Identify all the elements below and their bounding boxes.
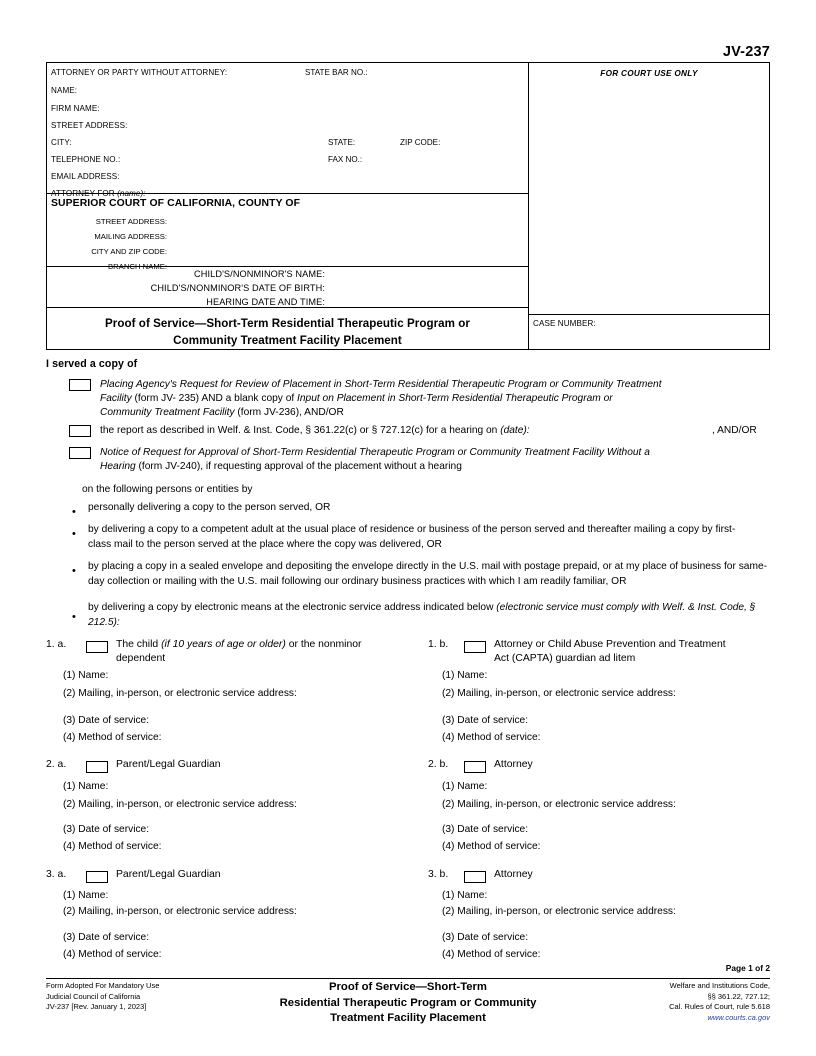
jv235-facility-italic: Facility <box>100 393 132 404</box>
for-court-use-only-label: FOR COURT USE ONLY <box>600 69 698 78</box>
checkbox-jv240-line-2 <box>100 460 768 474</box>
item-1a-date-of-service[interactable]: (3) Date of service: <box>63 715 150 726</box>
telephone-no-label: TELEPHONE NO.: <box>51 155 121 164</box>
item-1a-label <box>116 638 406 653</box>
footer-courts-url[interactable]: www.courts.ca.gov <box>707 1012 770 1022</box>
footer-adoption-info <box>46 981 159 1013</box>
item-1a-label-before: The child <box>116 639 162 650</box>
item-2a-method-of-service[interactable]: (4) Method of service: <box>63 841 162 852</box>
footer-revision-line: JV-237 [Rev. January 1, 2023] <box>46 1002 147 1011</box>
checkbox-1a-child[interactable] <box>86 641 108 653</box>
checkbox-1b-attorney-capta[interactable] <box>464 641 486 653</box>
jv236-input-italic: Input on Placement in Short-Term Residential Therapeutic Program or <box>297 393 613 404</box>
electronic-service-normal: by delivering a copy by electronic means at the electronic service address indicated below <box>88 602 497 613</box>
bullet-dot-icon: • <box>72 565 76 577</box>
jv235-form-text: (form JV- 235) AND a blank copy of <box>131 393 298 404</box>
child-dob-label: CHILD'S/NONMINOR'S DATE OF BIRTH: <box>150 283 325 293</box>
checkbox-jv240-line-1: Notice of Request for Approval of Short-Term Residential Therapeutic Program or Community Treatment Facility Without a <box>100 447 650 458</box>
city-label: CITY: <box>51 138 72 147</box>
item-2a-address[interactable]: (2) Mailing, in-person, or electronic service address: <box>63 799 297 810</box>
name-label: NAME: <box>51 86 78 95</box>
case-number-label: CASE NUMBER: <box>533 319 596 328</box>
child-info-block[interactable] <box>47 267 528 308</box>
caption-right-column <box>529 63 769 349</box>
state-bar-no-label: STATE BAR NO.: <box>305 68 368 77</box>
bullet-electronic-service <box>88 601 768 630</box>
bullet-personal-delivery: personally delivering a copy to the person served, OR <box>88 502 331 513</box>
footer-legal-citations <box>669 981 770 1023</box>
bullet-dot-icon: • <box>72 528 76 540</box>
item-3b-date-of-service[interactable]: (3) Date of service: <box>442 932 529 943</box>
checkbox-2b-attorney[interactable] <box>464 761 486 773</box>
item-3b-number: 3. b. <box>428 869 449 880</box>
attorney-or-party-label: ATTORNEY OR PARTY WITHOUT ATTORNEY: <box>51 68 228 77</box>
checkbox-jv235-line-1: Placing Agency's Request for Review of Placement in Short-Term Residential Therapeutic Program or Community Treatment <box>100 379 662 390</box>
item-2b-label: Attorney <box>494 759 533 770</box>
item-3a-method-of-service[interactable]: (4) Method of service: <box>63 949 162 960</box>
item-3a-address[interactable]: (2) Mailing, in-person, or electronic service address: <box>63 906 297 917</box>
attorney-for-text: ATTORNEY FOR <box>51 189 118 198</box>
item-3b-address[interactable]: (2) Mailing, in-person, or electronic service address: <box>442 906 676 917</box>
item-1b-method-of-service[interactable]: (4) Method of service: <box>442 732 541 743</box>
electronic-service-italic: (electronic service must comply with Welf. & Inst. Code, § 212.5): <box>88 602 756 628</box>
fax-no-label: FAX NO.: <box>328 155 363 164</box>
item-1b-date-of-service[interactable]: (3) Date of service: <box>442 715 529 726</box>
court-branch-name-label: BRANCH NAME: <box>108 262 167 271</box>
jv236-form-text: (form JV-236), AND/OR <box>234 407 344 418</box>
form-title-line-2: Community Treatment Facility Placement <box>173 334 402 347</box>
report-text-before: the report as described in Welf. & Inst. Code, § 361.22(c) or § 727.12(c) for a hearing on <box>100 425 501 436</box>
page-number: Page 1 of 2 <box>725 963 770 973</box>
form-number: JV-237 <box>722 44 770 60</box>
email-address-label: EMAIL ADDRESS: <box>51 172 120 181</box>
checkbox-jv235-jv236[interactable] <box>69 379 91 391</box>
item-2b-address[interactable]: (2) Mailing, in-person, or electronic service address: <box>442 799 676 810</box>
item-1a-name[interactable]: (1) Name: <box>63 670 109 681</box>
footer-citation-line-3: Cal. Rules of Court, rule 5.618 <box>669 1002 770 1011</box>
bullet-dot-icon: • <box>72 611 76 623</box>
jv240-hearing-italic: Hearing <box>100 461 136 472</box>
item-1b-name[interactable]: (1) Name: <box>442 670 488 681</box>
jv240-form-text: (form JV-240), if requesting approval of the placement without a hearing <box>135 461 462 472</box>
caption-header-box <box>46 62 770 350</box>
bullet-mail-service: by placing a copy in a sealed envelope and depositing the envelope directly in the U.S. mail with postage prepaid, or at my place of business for same-day collection or mailing with the U.S. mail following our ordinary business practices with which I am readily familiar, OR <box>88 561 767 587</box>
court-info-block[interactable] <box>47 194 528 271</box>
item-1a-label-after: or the nonminor <box>285 639 362 650</box>
checkbox-jv235-line-2 <box>100 392 768 406</box>
checkbox-3b-attorney[interactable] <box>464 871 486 883</box>
superior-court-title: SUPERIOR COURT OF CALIFORNIA, COUNTY OF <box>51 198 301 209</box>
item-1a-number: 1. a. <box>46 639 67 650</box>
checkbox-report[interactable] <box>69 425 91 437</box>
form-title-block <box>47 308 528 349</box>
caption-left-column <box>47 63 529 349</box>
item-2b-number: 2. b. <box>428 759 449 770</box>
form-title-line-1: Proof of Service—Short-Term Residential Therapeutic Program or <box>105 317 470 330</box>
footer-title-line-3: Treatment Facility Placement <box>330 1012 486 1024</box>
footer-divider <box>46 978 770 979</box>
footer-citation-line-2: §§ 361.22, 727.12; <box>707 991 770 1001</box>
case-number-box[interactable] <box>529 314 769 349</box>
attorney-info-block[interactable] <box>47 63 528 198</box>
item-3a-name[interactable]: (1) Name: <box>63 890 109 901</box>
item-1a-method-of-service[interactable]: (4) Method of service: <box>63 732 162 743</box>
following-persons-text: on the following persons or entities by <box>82 484 253 495</box>
hearing-date-time-label: HEARING DATE AND TIME: <box>206 297 325 307</box>
served-copy-heading: I served a copy of <box>46 358 138 370</box>
bullet-substituted-service: by delivering a copy to a competent adult at the usual place of residence or business of the person served and thereafter mailing a copy by first-class mail to the person served at the place where the copy was delivered, OR <box>88 524 736 550</box>
item-1b-number: 1. b. <box>428 639 449 650</box>
item-1a-address[interactable]: (2) Mailing, in-person, or electronic service address: <box>63 688 297 699</box>
footer-council-line: Judicial Council of California <box>46 991 141 1001</box>
attorney-for-name-hint: (name): <box>117 189 146 198</box>
item-2a-number: 2. a. <box>46 759 67 770</box>
footer-title-line-1: Proof of Service—Short-Term <box>329 981 487 993</box>
item-1b-label-line1: Attorney or Child Abuse Prevention and Treatment <box>494 639 726 650</box>
item-1a-label-line2: dependent <box>116 653 166 664</box>
bullet-dot-icon: • <box>72 506 76 518</box>
firm-name-label: FIRM NAME: <box>51 104 100 113</box>
footer-adopted-line: Form Adopted For Mandatory Use <box>46 981 160 990</box>
item-2a-label: Parent/Legal Guardian <box>116 759 221 770</box>
court-street-address-label: STREET ADDRESS: <box>95 217 167 226</box>
item-3b-name[interactable]: (1) Name: <box>442 890 488 901</box>
item-2a-date-of-service[interactable]: (3) Date of service: <box>63 824 150 835</box>
item-1a-label-italic: (if 10 years of age or older) <box>161 639 286 650</box>
item-3a-number: 3. a. <box>46 869 67 880</box>
checkbox-jv235-line-3 <box>100 406 768 420</box>
court-mailing-address-label: MAILING ADDRESS: <box>94 232 167 241</box>
checkbox-3a-parent-guardian[interactable] <box>86 871 108 883</box>
jv236-facility-italic: Community Treatment Facility <box>100 407 235 418</box>
footer-title-line-2: Residential Therapeutic Program or Community <box>279 996 537 1009</box>
checkbox-2a-parent-guardian[interactable] <box>86 761 108 773</box>
report-date-hint: (date): <box>500 425 530 436</box>
item-3b-label: Attorney <box>494 869 533 880</box>
street-address-label: STREET ADDRESS: <box>51 121 128 130</box>
state-label: STATE: <box>328 138 356 147</box>
footer-citation-line-1: Welfare and Institutions Code, <box>669 981 770 990</box>
item-2b-date-of-service[interactable]: (3) Date of service: <box>442 824 529 835</box>
checkbox-report-andor: , AND/OR <box>712 425 757 436</box>
item-3a-date-of-service[interactable]: (3) Date of service: <box>63 932 150 943</box>
court-city-zip-label: CITY AND ZIP CODE: <box>91 247 167 256</box>
checkbox-jv240[interactable] <box>69 447 91 459</box>
item-2b-method-of-service[interactable]: (4) Method of service: <box>442 841 541 852</box>
item-2b-name[interactable]: (1) Name: <box>442 781 488 792</box>
item-1b-address[interactable]: (2) Mailing, in-person, or electronic service address: <box>442 688 676 699</box>
footer-form-title <box>200 980 616 1027</box>
child-name-label: CHILD'S/NONMINOR'S NAME: <box>194 269 325 279</box>
item-3b-method-of-service[interactable]: (4) Method of service: <box>442 949 541 960</box>
item-1b-label-line2: Act (CAPTA) guardian ad litem <box>494 653 636 664</box>
checkbox-report-text <box>100 424 660 438</box>
item-3a-label: Parent/Legal Guardian <box>116 869 221 880</box>
item-2a-name[interactable]: (1) Name: <box>63 781 109 792</box>
zip-code-label: ZIP CODE: <box>400 138 441 147</box>
